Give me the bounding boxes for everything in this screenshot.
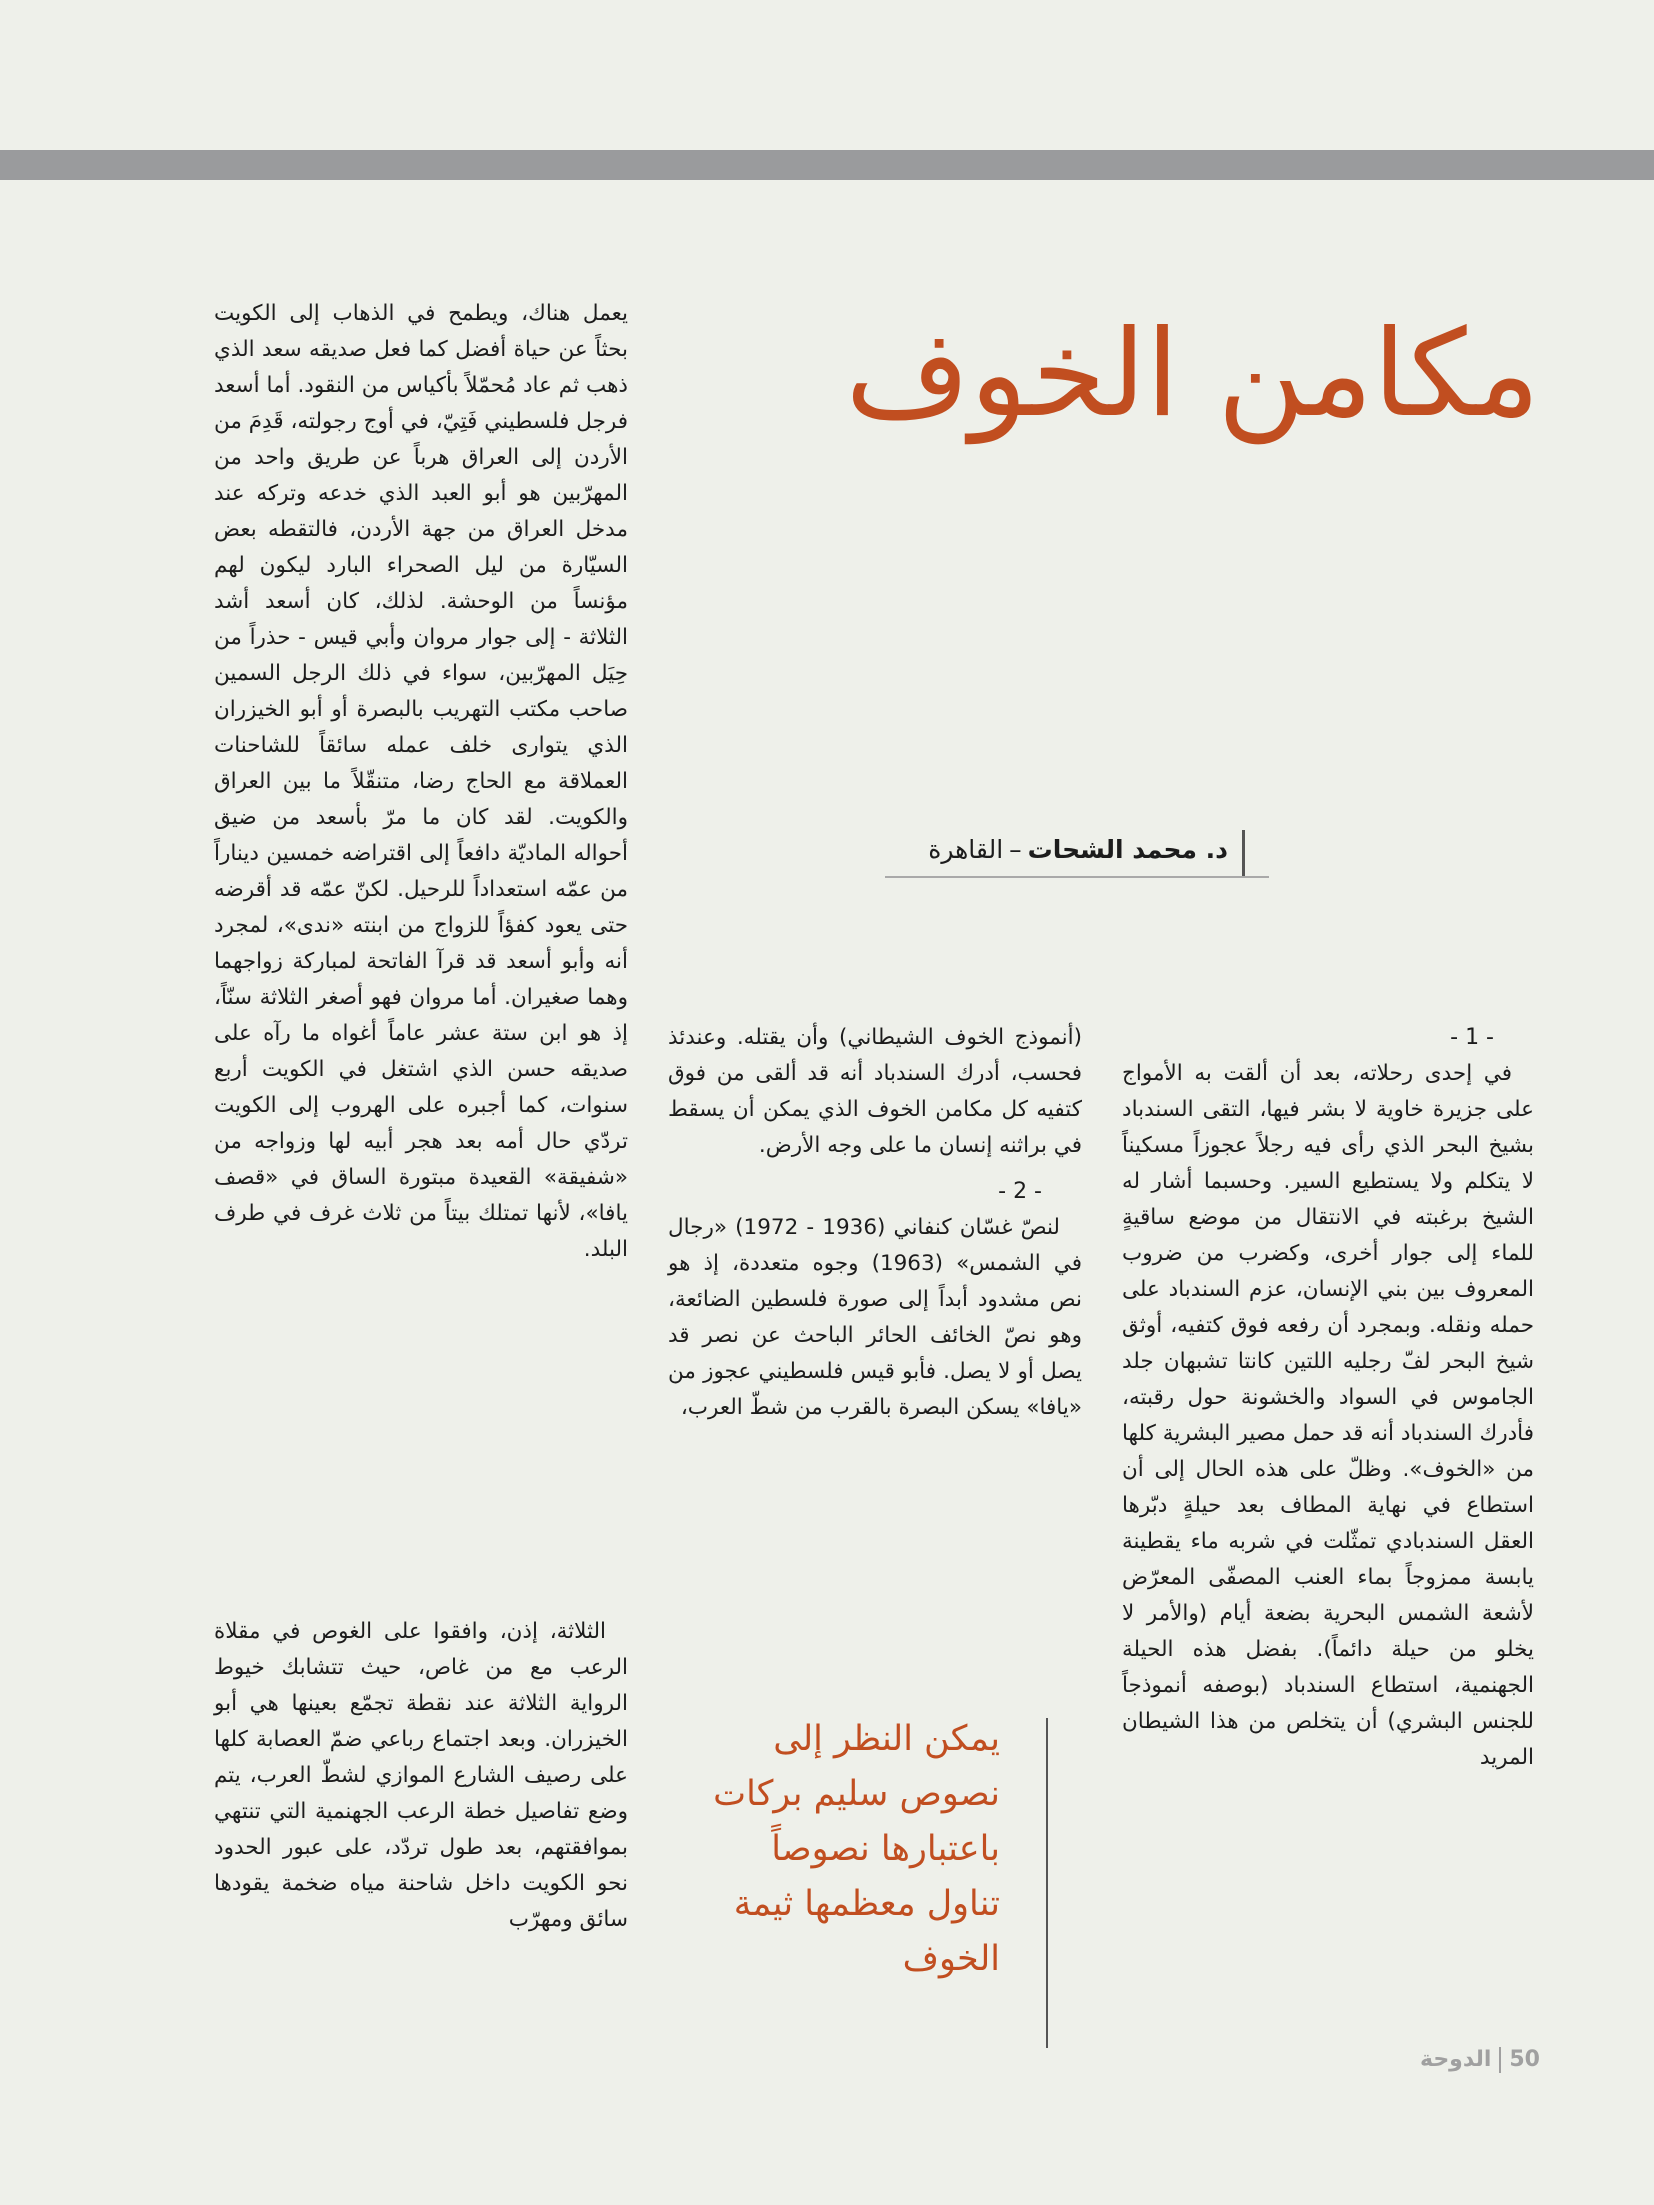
top-bar: [0, 150, 1654, 180]
section2-paragraph: لنصّ غسّان كنفاني (1936 - 1972) «رجال في الشمس» (1963) وجوه متعددة، إذ هو نص مشدود أبداً إلى صورة فلسطين الضائعة، وهو نصّ الخائف الحائر الباحث عن نصر قد يصل أو لا يصل. فأبو قيس فلسطيني عجوز من «يافا» يسكن البصرة بالقرب من شطّ العرب،: [668, 1215, 1082, 1420]
column3-paragraph-2: الثلاثة، إذن، وافقوا على الغوص في مقلاة الرعب مع من غاص، حيث تتشابك خيوط الرواية الثلاثة عند نقطة تجمّع بعينها هي أبو الخيزران. وبعد اجتماع رباعي ضمّ العصابة كلها على رصيف الشارع الموازي لشطّ العرب، يتم وضع تفاصيل خطة الرعب الجهنمية التي تنتهي بموافقتهم، بعد طول تردّد، على عبور الحدود نحو الكويت داخل شاحنة مياه ضخمة يقودها سائق ومهرّب: [214, 1619, 628, 1932]
section1-paragraph: في إحدى رحلاته، بعد أن ألقت به الأمواج على جزيرة خاوية لا بشر فيها، التقى السندباد بشيخ البحر الذي رأى فيه رجلاً عجوزاً مسكيناً لا يتكلم ولا يستطيع السير. وحسبما أشار له الشيخ برغبته في الانتقال من موضع ساقيةٍ للماء إلى جوار أخرى، وكضرب من ضروب المعروف بين بني الإنسان، عزم السندباد على حمله ونقله. وبمجرد أن رفعه فوق كتفيه، أوثق شيخ البحر لفّ رجليه اللتين كانتا تشبهان جلد الجاموس في السواد والخشونة حول رقبته، فأدرك السندباد أنه قد حمل مصير البشرية كلها من «الخوف». وظلّ على هذه الحال إلى أن استطاع في نهاية المطاف بعد حيلةٍ دبّرها العقل السندبادي تمثّلت في شربه ماء يقطينة يابسة ممزوجاً بماء العنب المصفّى المعرّض لأشعة الشمس البحرية بضعة أيام (والأمر لا يخلو من حيلة دائماً). بفضل هذه الحيلة الجهنمية، استطاع السندباد (بوصفه أنموذجاً للجنس البشري) أن يتخلص من هذا الشيطان المريد: [1122, 1061, 1534, 1770]
footer-divider: [1499, 2047, 1501, 2073]
page-number: 50: [1509, 2047, 1540, 2072]
author-city: القاهرة: [928, 835, 1004, 864]
article-title: مكامن الخوف: [845, 305, 1540, 444]
byline: [885, 830, 1245, 876]
byline-rule: [885, 876, 1269, 878]
magazine-name: الدوحة: [1419, 2047, 1492, 2072]
pullquote-rule: [1046, 1718, 1048, 2048]
pull-quote: يمكن النظر إلى نصوص سليم بركات باعتبارها نصوصاً تناول معظمها ثيمة الخوف: [713, 1719, 1000, 1979]
column-left-bottom: [214, 1614, 628, 1938]
author-name: د. محمد الشحات: [1027, 835, 1228, 864]
column-middle: [668, 1020, 1082, 1426]
section1-continuation: (أنموذج الخوف الشيطاني) وأن يقتله. وعندئذ فحسب، أدرك السندباد أنه قد ألقى من فوق كتفيه كل مكامن الخوف الذي يمكن أن يسقط في براثنه إنسان ما على وجه الأرض.: [668, 1025, 1082, 1158]
section-number-1: - 1 -: [1450, 1025, 1494, 1050]
column-right: [1122, 1020, 1534, 1776]
page-footer: [1400, 2040, 1540, 2080]
column-left: [214, 296, 628, 1268]
column3-paragraph-1: يعمل هناك، ويطمح في الذهاب إلى الكويت بحثاً عن حياة أفضل كما فعل صديقه سعد الذي ذهب ثم عاد مُحمّلاً بأكياس من النقود. أما أسعد فرجل فلسطيني فَتِيّ، في أوج رجولته، قَدِمَ من الأردن إلى العراق هرباً عن طريق واحد من المهرّبين هو أبو العبد الذي خدعه وتركه عند مدخل العراق من جهة الأردن، فالتقطه بعض السيّارة من ليل الصحراء البارد ليكون لهم مؤنساً من الوحشة. لذلك، كان أسعد أشد الثلاثة - إلى جوار مروان وأبي قيس - حذراً من حِيَل المهرّبين، سواء في ذلك الرجل السمين صاحب مكتب التهريب بالبصرة أو أبو الخيزران الذي يتوارى خلف عمله سائقاً للشاحنات العملاقة مع الحاج رضا، متنقّلاً ما بين العراق والكويت. لقد كان ما مرّ بأسعد من ضيق أحواله الماديّة دافعاً إلى اقتراضه خمسين ديناراً من عمّه استعداداً للرحيل. لكنّ عمّه قد أقرضه حتى يعود كفؤاً للزواج من ابنته «ندى»، لمجرد أنه وأبو أسعد قد قرآ الفاتحة لمباركة زواجهما وهما صغيران. أما مروان فهو أصغر الثلاثة سنّاً، إذ هو ابن ستة عشر عاماً أغواه ما رآه على صديقه حسن الذي اشتغل في الكويت أربع سنوات، كما أجبره على الهروب إلى الكويت تردّي حال أمه بعد هجر أبيه لها وزواجه من «شفيقة» القعيدة مبتورة الساق في «قصف يافا»، لأنها تمتلك بيتاً من ثلاث غرف في طرف البلد.: [214, 301, 628, 1262]
byline-separator: –: [1009, 835, 1022, 864]
section-number-2: - 2 -: [998, 1179, 1042, 1204]
